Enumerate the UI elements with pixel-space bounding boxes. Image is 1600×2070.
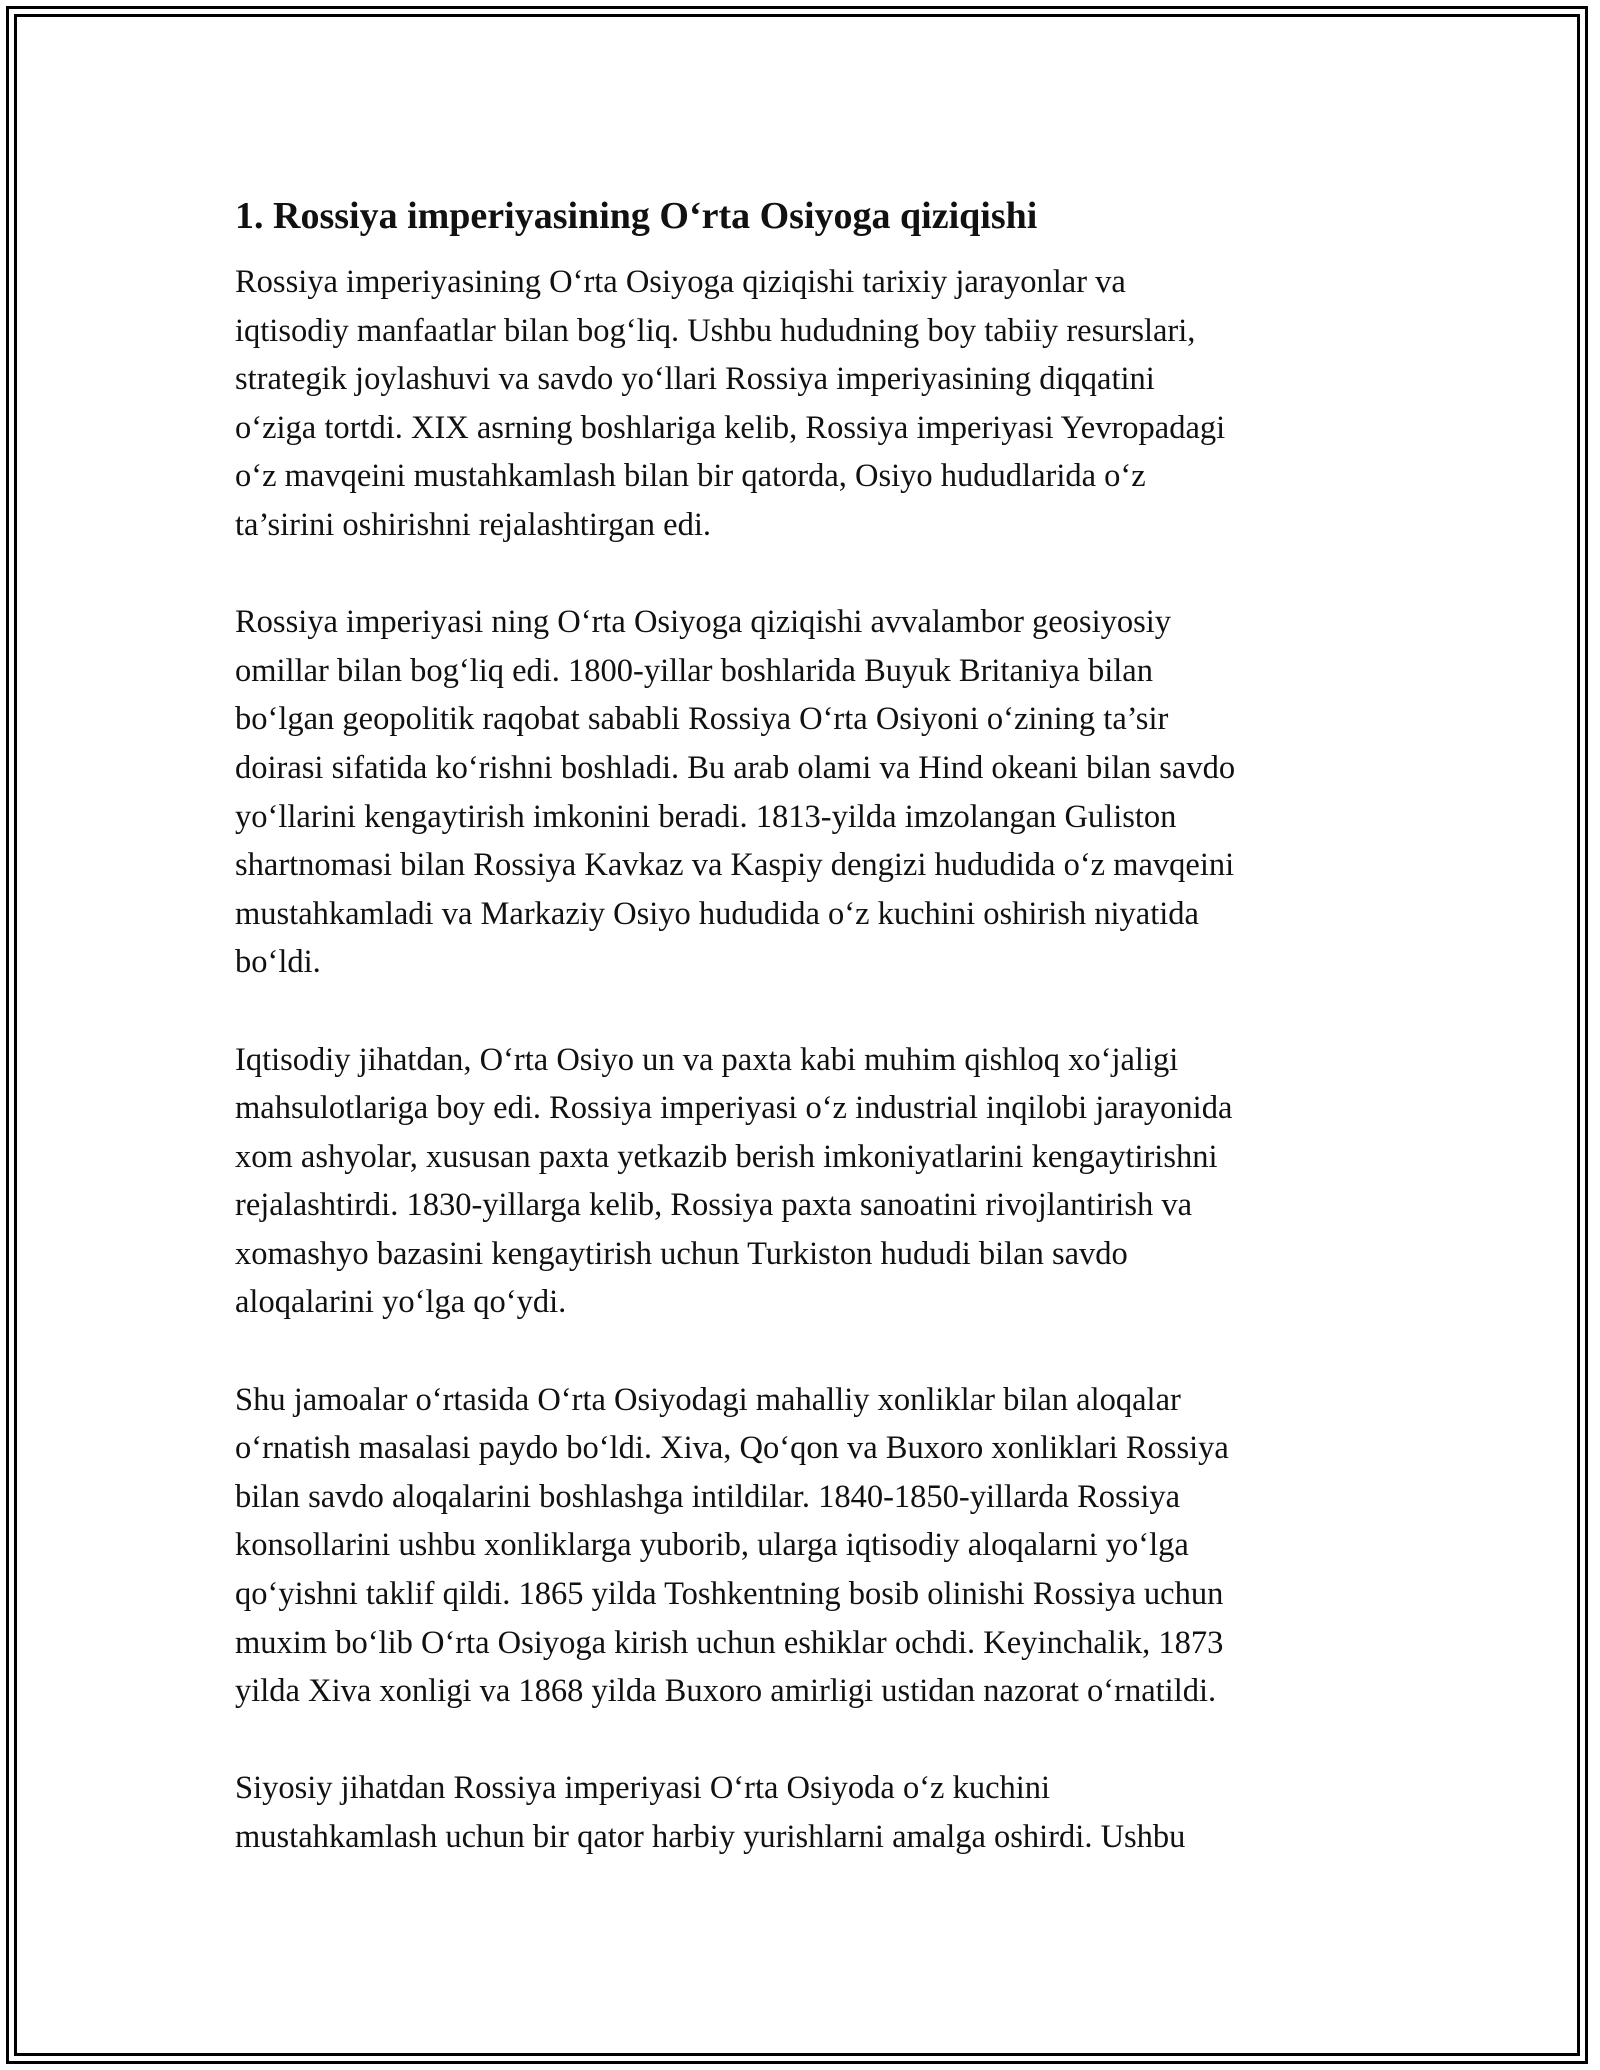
paragraph-line: muxim bo‘lib O‘rta Osiyoga kirish uchun eshiklar ochdi. Keyinchalik, 1873 — [235, 1624, 1224, 1661]
paragraph-line: omillar bilan bog‘liq edi. 1800-yillar boshlarida Buyuk Britaniya bilan — [235, 652, 1153, 689]
paragraph-line: o‘ziga tortdi. XIX asrning boshlariga kelib, Rossiya imperiyasi Yevropadagi — [235, 409, 1226, 446]
paragraph-3 — [235, 1036, 1375, 1328]
paragraph-2 — [235, 598, 1375, 987]
paragraph-line: yo‘llarini kengaytirish imkonini beradi. 1813-yilda imzolangan Guliston — [235, 798, 1177, 835]
paragraph-line: Shu jamoalar o‘rtasida O‘rta Osiyodagi mahalliy xonliklar bilan aloqalar — [235, 1381, 1181, 1418]
paragraph-line: doirasi sifatida ko‘rishni boshladi. Bu arab olami va Hind okeani bilan savdo — [235, 749, 1236, 786]
paragraph-line: qo‘yishni taklif qildi. 1865 yilda Toshkentning bosib olinishi Rossiya uchun — [235, 1576, 1224, 1613]
paragraph-line: o‘z mavqeini mustahkamlash bilan bir qatorda, Osiyo hududlarida o‘z — [235, 458, 1146, 495]
paragraph-line: rejalashtirdi. 1830-yillarga kelib, Rossiya paxta sanoatini rivojlantirish va — [235, 1187, 1193, 1224]
paragraph-4 — [235, 1376, 1375, 1716]
paragraph-line: Rossiya imperiyasining O‘rta Osiyoga qiziqishi tarixiy jarayonlar va — [235, 264, 1126, 300]
paragraph-line: Siyosiy jihatdan Rossiya imperiyasi O‘rta Osiyoda o‘z kuchini — [235, 1770, 1051, 1807]
paragraph-line: strategik joylashuvi va savdo yo‘llari Rossiya imperiyasining diqqatini — [235, 361, 1155, 398]
paragraph-line: aloqalarini yo‘lga qo‘ydi. — [235, 1284, 567, 1321]
section-heading: 1. Rossiya imperiyasining O‘rta Osiyoga qiziqishi — [235, 195, 1038, 237]
paragraph-line: xom ashyolar, xususan paxta yetkazib berish imkoniyatlarini kengaytirishni — [235, 1138, 1218, 1175]
paragraph-line: Rossiya imperiyasi ning O‘rta Osiyoga qiziqishi avvalambor geosiyosiy — [235, 604, 1172, 641]
paragraph-line: mahsulotlariga boy edi. Rossiya imperiyasi o‘z industrial inqilobi jarayonida — [235, 1090, 1233, 1127]
paragraph-line: xomashyo bazasini kengaytirish uchun Turkiston hududi bilan savdo — [235, 1235, 1128, 1272]
paragraph-line: Iqtisodiy jihatdan, O‘rta Osiyo un va paxta kabi muhim qishloq xo‘jaligi — [235, 1041, 1179, 1078]
paragraph-1 — [235, 258, 1375, 550]
paragraph-5 — [235, 1764, 1375, 1861]
paragraph-line: mustahkamlash uchun bir qator harbiy yurishlarni amalga oshirdi. Ushbu — [235, 1819, 1186, 1855]
paragraph-line: o‘rnatish masalasi paydo bo‘ldi. Xiva, Qo‘qon va Buxoro xonliklari Rossiya — [235, 1430, 1229, 1467]
paragraph-line: konsollarini ushbu xonliklarga yuborib, ularga iqtisodiy aloqalarni yo‘lga — [235, 1527, 1189, 1564]
document-body — [235, 184, 1375, 1910]
paragraph-line: bo‘ldi. — [235, 944, 321, 981]
paragraph-line: mustahkamladi va Markaziy Osiyo hududida o‘z kuchini oshirish niyatida — [235, 895, 1199, 932]
paragraph-line: bilan savdo aloqalarini boshlashga intildilar. 1840-1850-yillarda Rossiya — [235, 1478, 1181, 1515]
paragraph-line: bo‘lgan geopolitik raqobat sababli Rossiya O‘rta Osiyoni o‘zining ta’sir — [235, 701, 1169, 738]
paragraph-line: yilda Xiva xonligi va 1868 yilda Buxoro amirligi ustidan nazorat o‘rnatildi. — [235, 1673, 1217, 1710]
paragraph-line: iqtisodiy manfaatlar bilan bog‘liq. Ushbu hududning boy tabiiy resurslari, — [235, 312, 1196, 349]
paragraph-line: shartnomasi bilan Rossiya Kavkaz va Kaspiy dengizi hududida o‘z mavqeini — [235, 847, 1235, 884]
paragraph-line: ta’sirini oshirishni rejalashtirgan edi. — [235, 506, 711, 543]
